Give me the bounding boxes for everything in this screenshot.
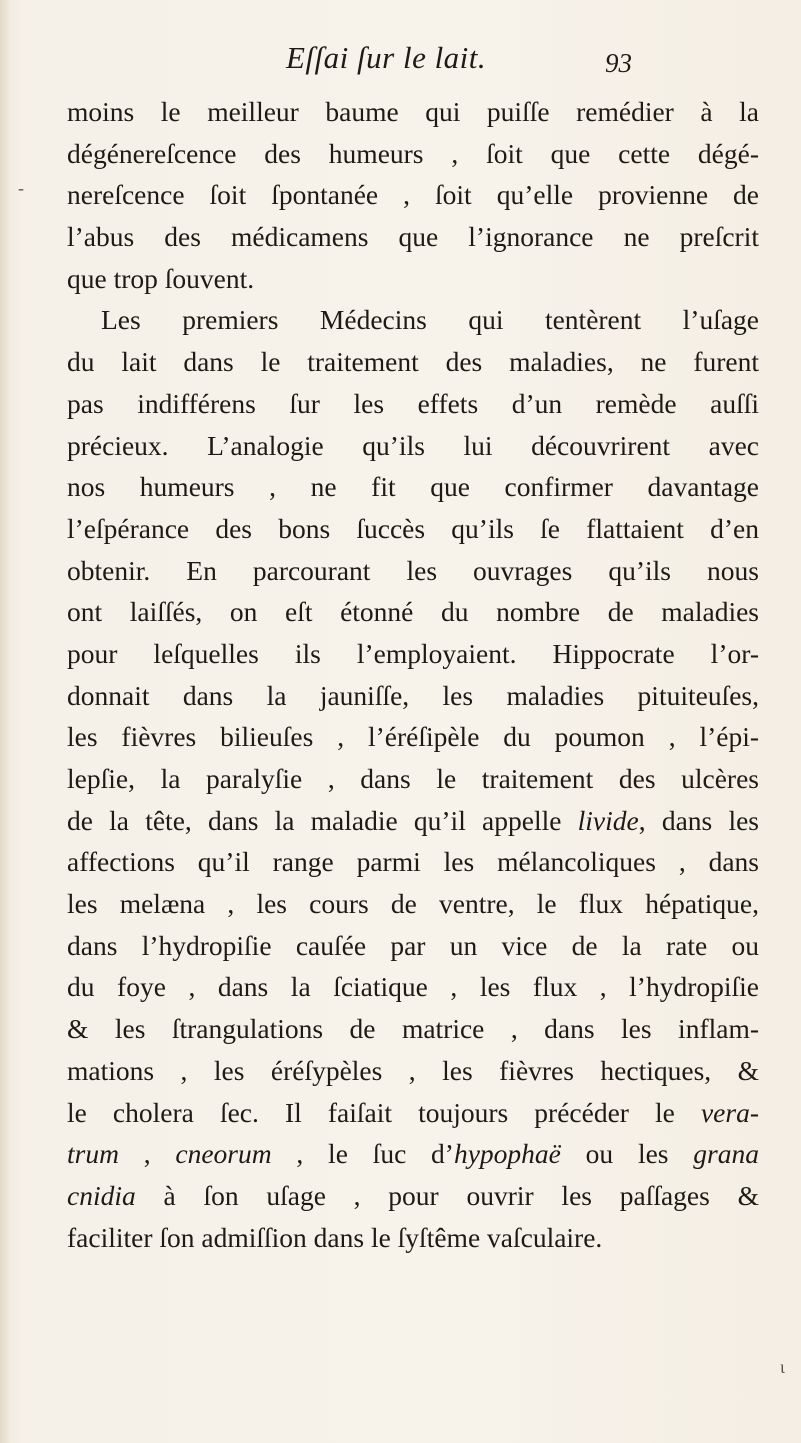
- text-line: [67, 174, 759, 216]
- text-line: [67, 925, 759, 967]
- italic-term: hypophaë: [453, 1138, 561, 1170]
- text-line: [67, 966, 759, 1008]
- text-segment: , dans les: [638, 804, 759, 836]
- text-line: [67, 383, 759, 425]
- text-line: [67, 341, 759, 383]
- text-segment: nereſcence ſoit ſpontanée , ſoit qu’elle provienne de: [67, 179, 759, 211]
- text-segment: du lait dans le traitement des maladies, ne furent: [67, 346, 759, 378]
- margin-mark-left: -: [18, 178, 24, 198]
- margin-mark-bottom: ɩ: [780, 1357, 785, 1377]
- text-segment: le cholera ſec. Il faiſait toujours précéder le: [67, 1096, 701, 1128]
- text-line: [67, 550, 759, 592]
- text-segment: donnait dans la jauniſſe, les maladies pituiteuſes,: [67, 679, 759, 711]
- text-segment: ont laiſſés, on eſt étonné du nombre de maladies: [67, 596, 759, 628]
- text-line: [67, 1175, 759, 1217]
- text-segment: ou les: [560, 1138, 694, 1170]
- text-line: [67, 133, 759, 175]
- text-segment: nos humeurs , ne fit que confirmer davantage: [67, 471, 759, 503]
- text-line: [67, 216, 759, 258]
- text-segment: pas indifférens ſur les effets d’un remède auſſi: [67, 387, 759, 419]
- text-segment: les melæna , les cours de ventre, le flux hépatique,: [67, 888, 759, 920]
- text-segment: Les premiers Médecins qui tentèrent l’uſage: [101, 304, 759, 336]
- text-segment: précieux. L’analogie qu’ils lui découvrirent avec: [67, 429, 759, 461]
- text-segment: l’abus des médicamens que l’ignorance ne preſcrit: [67, 221, 759, 253]
- text-segment: dans l’hydropiſie cauſée par un vice de la rate ou: [67, 929, 759, 961]
- text-segment: , le ſuc d’: [271, 1138, 454, 1170]
- text-segment: du foye , dans la ſciatique , les flux , l’hydropiſie: [67, 971, 759, 1003]
- text-segment: faciliter ſon admiſſion dans le ſyſtême vaſculaire.: [67, 1221, 603, 1253]
- italic-term: cneorum: [175, 1138, 272, 1170]
- text-line: [67, 508, 759, 550]
- text-segment: les fièvres bilieuſes , l’éréſipèle du poumon , l’épi-: [67, 721, 759, 753]
- page-gutter-shadow: [0, 0, 10, 1443]
- text-line: [67, 1050, 759, 1092]
- text-segment: & les ſtrangulations de matrice , dans les inflam-: [67, 1013, 759, 1045]
- text-line: [67, 1217, 759, 1259]
- text-segment: obtenir. En parcourant les ouvrages qu’ils nous: [67, 554, 759, 586]
- italic-term: trum: [67, 1138, 119, 1170]
- text-segment: moins le meilleur baume qui puiſſe remédier à la: [67, 96, 759, 127]
- text-line: [67, 1092, 759, 1134]
- text-segment: lepſie, la paralyſie , dans le traitement des ulcères: [67, 763, 759, 794]
- text-segment: que trop ſouvent.: [67, 262, 255, 294]
- italic-term: vera-: [700, 1096, 759, 1128]
- text-segment: à ſon uſage , pour ouvrir les paſſages &: [135, 1179, 759, 1211]
- text-line: [67, 800, 759, 842]
- italic-term: livide: [577, 804, 639, 836]
- text-line: [67, 91, 759, 133]
- text-line: [67, 591, 759, 633]
- text-line: [67, 675, 759, 717]
- text-segment: pour leſquelles ils l’employaient. Hippocrate l’or-: [67, 637, 759, 669]
- text-segment: ,: [118, 1138, 176, 1170]
- text-line: [67, 258, 759, 300]
- text-segment: dégénereſcence des humeurs , ſoit que cette dégé-: [67, 137, 759, 169]
- text-line: [67, 299, 759, 341]
- text-line: [67, 716, 759, 758]
- text-line: [67, 466, 759, 508]
- text-line: [67, 1133, 759, 1175]
- text-line: [67, 633, 759, 675]
- italic-term: cnidia: [67, 1179, 136, 1211]
- text-segment: de la tête, dans la maladie qu’il appelle: [67, 804, 578, 836]
- text-line: [67, 841, 759, 883]
- running-title: Eſſai ſur le lait.: [286, 40, 487, 75]
- text-line: [67, 758, 759, 800]
- text-segment: l’eſpérance des bons ſuccès qu’ils ſe flattaient d’en: [67, 512, 759, 544]
- text-line: [67, 1008, 759, 1050]
- body-text: [67, 91, 759, 1258]
- page-header: [286, 40, 632, 90]
- text-line: [67, 425, 759, 467]
- page-number: 93: [605, 48, 632, 78]
- text-segment: mations , les éréſypèles , les fièvres hectiques, &: [67, 1054, 759, 1086]
- italic-term: grana: [693, 1138, 759, 1170]
- text-segment: affections qu’il range parmi les mélancoliques , dans: [67, 846, 759, 878]
- text-line: [67, 883, 759, 925]
